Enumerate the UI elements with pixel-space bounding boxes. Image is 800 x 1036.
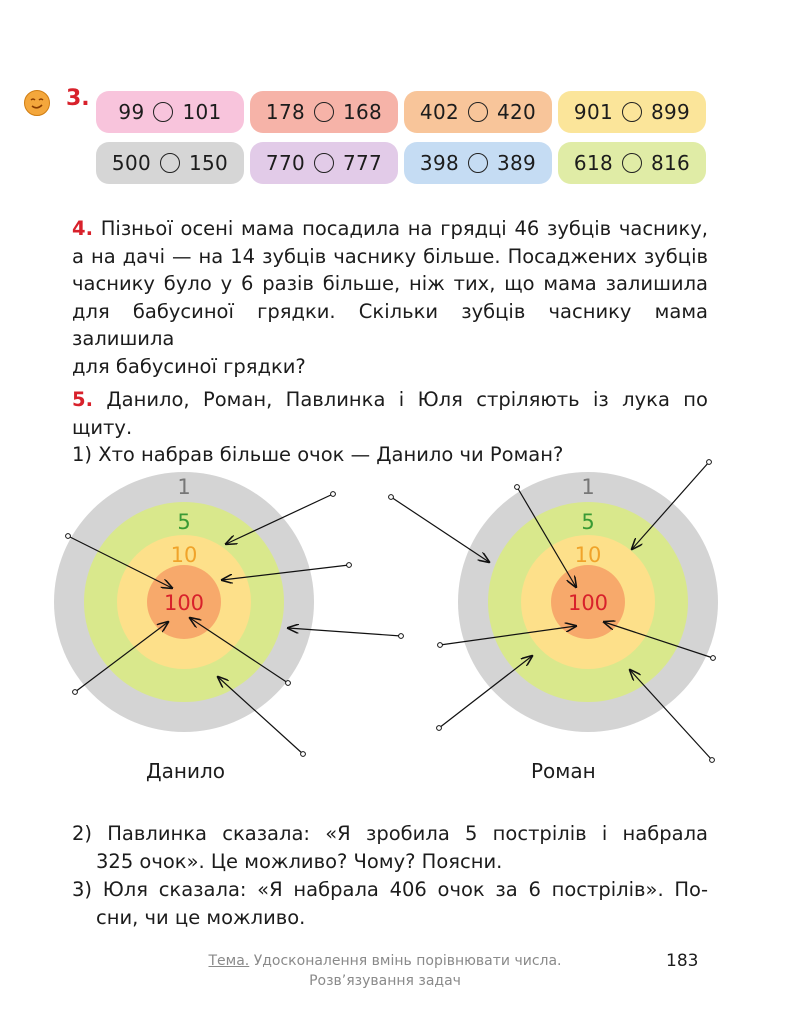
arrow-tail-dot bbox=[707, 460, 712, 465]
comparison-pill bbox=[96, 142, 244, 184]
comparison-right-number: 389 bbox=[497, 151, 537, 175]
arrow-tail-dot bbox=[399, 634, 404, 639]
comparison-left-number: 500 bbox=[111, 151, 151, 175]
arrow bbox=[391, 497, 489, 562]
task-5-number: 5. bbox=[72, 388, 93, 411]
answer-circle[interactable] bbox=[153, 102, 173, 122]
comparison-right-number: 168 bbox=[343, 100, 383, 124]
targets-illustration bbox=[0, 450, 800, 790]
comparison-pill bbox=[250, 91, 398, 133]
ring-label-1: 1 bbox=[177, 475, 191, 499]
arrow-tail-dot bbox=[301, 752, 306, 757]
arrow-tail-dot bbox=[286, 681, 291, 686]
arrow-tail-dot bbox=[347, 563, 352, 568]
comparison-left-number: 618 bbox=[573, 151, 613, 175]
target-roman-caption: Роман bbox=[531, 759, 596, 783]
comparison-pill bbox=[404, 142, 552, 184]
task-4-line: Пізньої осені мама посадила на грядці 46 зубців часнику, bbox=[100, 217, 708, 240]
ring-label-5: 5 bbox=[581, 510, 595, 534]
task-4-line: часнику було у 6 разів більше, ніж тих, що мама залишила bbox=[72, 272, 708, 295]
answer-circle[interactable] bbox=[622, 102, 642, 122]
ring-label-10: 10 bbox=[170, 543, 198, 567]
comparison-left-number: 99 bbox=[118, 100, 145, 124]
smiley-icon bbox=[24, 90, 50, 116]
ring-label-5: 5 bbox=[177, 510, 191, 534]
answer-circle[interactable] bbox=[314, 102, 334, 122]
page-number: 183 bbox=[666, 951, 699, 971]
arrow-tail-dot bbox=[711, 656, 716, 661]
task-3-number: 3. bbox=[66, 86, 90, 111]
topic-line-1: Удосконалення вмінь порівнювати числа. bbox=[249, 953, 562, 969]
comparison-pill bbox=[250, 142, 398, 184]
comparison-left-number: 770 bbox=[265, 151, 305, 175]
ring-label-1: 1 bbox=[581, 475, 595, 499]
task-5-question-2 bbox=[72, 820, 708, 875]
task-5-intro: Данило, Роман, Павлинка і Юля стріляють із лука по щиту. bbox=[72, 388, 708, 439]
target-danylo bbox=[54, 472, 403, 756]
comparison-right-number: 899 bbox=[651, 100, 691, 124]
arrow-tail-dot bbox=[66, 534, 71, 539]
arrow-tail-dot bbox=[710, 758, 715, 763]
comparison-left-number: 398 bbox=[419, 151, 459, 175]
question-2-line: 2) Павлинка сказала: «Я зробила 5 пострілів і набрала bbox=[72, 822, 708, 845]
topic-line-2: Розв’язування задач bbox=[309, 973, 461, 989]
arrow-tail-dot bbox=[389, 495, 394, 500]
comparison-pill bbox=[96, 91, 244, 133]
arrow-tail-dot bbox=[515, 485, 520, 490]
comparison-pill bbox=[404, 91, 552, 133]
footer-topic bbox=[160, 951, 610, 991]
question-3-line: 3) Юля сказала: «Я набрала 406 очок за 6 пострілів». По- bbox=[72, 878, 708, 901]
comparison-left-number: 178 bbox=[265, 100, 305, 124]
task-5-question-3 bbox=[72, 876, 708, 931]
arrow-tail-dot bbox=[331, 492, 336, 497]
answer-circle[interactable] bbox=[468, 153, 488, 173]
arrow-tail-dot bbox=[437, 726, 442, 731]
comparison-right-number: 420 bbox=[497, 100, 537, 124]
target-danylo-caption: Данило bbox=[146, 759, 225, 783]
answer-circle[interactable] bbox=[160, 153, 180, 173]
comparison-right-number: 777 bbox=[343, 151, 383, 175]
task-4-line: для бабусиної грядки? bbox=[72, 354, 306, 378]
arrow-tail-dot bbox=[73, 690, 78, 695]
comparison-left-number: 901 bbox=[573, 100, 613, 124]
comparison-right-number: 150 bbox=[189, 151, 229, 175]
comparison-right-number: 816 bbox=[651, 151, 691, 175]
topic-label: Тема. bbox=[208, 953, 250, 969]
target-roman bbox=[389, 460, 718, 763]
task-4-line: для бабусиної грядки. Скільки зубців часнику мама залишила bbox=[72, 299, 708, 350]
comparison-right-number: 101 bbox=[182, 100, 222, 124]
comparison-left-number: 402 bbox=[419, 100, 459, 124]
question-2-line: 325 очок». Це можливо? Чому? Поясни. bbox=[96, 849, 503, 873]
task-4-line: а на дачі — на 14 зубців часнику більше. Посаджених зубців bbox=[72, 244, 708, 268]
task-5-question-1: 1) Хто набрав більше очок — Данило чи Роман? bbox=[72, 443, 564, 466]
question-3-line: сни, чи це можливо. bbox=[96, 905, 306, 929]
comparison-pill bbox=[558, 91, 706, 133]
comparison-pill bbox=[558, 142, 706, 184]
task-4-text bbox=[72, 215, 708, 380]
answer-circle[interactable] bbox=[468, 102, 488, 122]
ring-label-100: 100 bbox=[567, 591, 609, 615]
answer-circle[interactable] bbox=[314, 153, 334, 173]
arrow-tail-dot bbox=[438, 643, 443, 648]
ring-label-100: 100 bbox=[163, 591, 205, 615]
answer-circle[interactable] bbox=[622, 153, 642, 173]
ring-label-10: 10 bbox=[574, 543, 602, 567]
task-4-number: 4. bbox=[72, 217, 93, 240]
